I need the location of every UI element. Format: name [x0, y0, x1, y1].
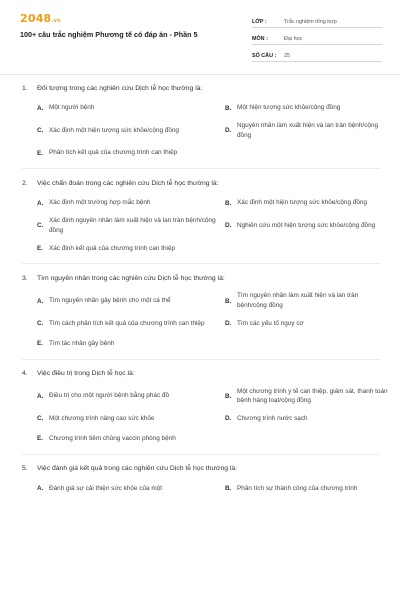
question-number: 5.: [22, 465, 28, 473]
option-b[interactable]: [225, 98, 395, 118]
option-text: Một chương trình nâng cao sức khỏe: [49, 415, 155, 423]
option-letter: A.: [37, 104, 44, 112]
question-5: [22, 459, 380, 499]
option-text: Một chương trình y tế can thiệp, giám sát, thanh toán bệnh hàng loạt/cộng đồng: [237, 387, 388, 405]
option-text: Xác định kết quả của chương trình can thiệp: [49, 244, 176, 252]
option-list: [22, 193, 380, 258]
option-text: Xác định một hiện tượng sức khỏe/cộng đồng: [49, 126, 179, 134]
option-text: Phân tích kết quả của chương trình can thiệp: [49, 149, 178, 157]
option-text: Nghiên cứu một hiện tượng sức khỏe/cộng đồng: [237, 222, 376, 230]
question-divider: [22, 168, 380, 169]
option-text: Đánh giá sự cải thiện sức khỏe của một: [49, 485, 162, 493]
option-text: Phân tích sự thành công của chương trình: [237, 485, 358, 493]
option-d[interactable]: [225, 409, 395, 429]
option-letter: E.: [37, 244, 44, 252]
document-header: [0, 0, 400, 74]
option-letter: C.: [37, 222, 44, 230]
option-text: Tìm nguyên nhân gây bệnh cho một cá thể: [49, 297, 171, 305]
question-divider: [22, 359, 380, 360]
option-a[interactable]: [37, 98, 225, 118]
meta-subject-value: Đại học: [284, 36, 303, 42]
option-letter: D.: [225, 415, 232, 423]
option-b[interactable]: [225, 384, 395, 409]
option-e[interactable]: [37, 143, 225, 163]
option-letter: A.: [37, 199, 44, 207]
option-text: Một người bệnh: [49, 104, 95, 112]
option-text: Tìm các yếu tố nguy cơ: [237, 319, 304, 327]
option-letter: D.: [225, 320, 232, 328]
option-e[interactable]: [37, 429, 225, 449]
option-list: [22, 98, 380, 163]
question-2: [22, 173, 380, 258]
option-text: Xác định một trường hợp mắc bệnh: [49, 199, 151, 207]
option-d[interactable]: [225, 314, 395, 334]
question-text: Việc điều trị trong Dịch tễ học là:: [37, 370, 135, 378]
logo-text: 2048: [20, 12, 52, 25]
meta-count-row: [252, 48, 382, 62]
option-letter: E.: [37, 435, 44, 443]
page-title: 100+ câu trắc nghiệm Phương tế có đáp án - Phần 5: [20, 30, 198, 39]
question-number: 3.: [22, 274, 28, 282]
question-stem: [22, 173, 380, 193]
option-letter: A.: [37, 485, 44, 493]
header-divider: [0, 74, 400, 75]
question-number: 1.: [22, 84, 28, 92]
option-letter: B.: [225, 297, 232, 305]
option-e[interactable]: [37, 334, 225, 354]
option-text: Xác định nguyên nhân làm xuất hiện và lan tràn bệnh/cộng đồng: [49, 217, 216, 234]
option-d[interactable]: [225, 213, 395, 238]
question-list: [0, 78, 400, 499]
option-a[interactable]: [37, 288, 225, 313]
question-stem: [22, 268, 380, 288]
option-a[interactable]: [37, 193, 225, 213]
option-letter: C.: [37, 320, 44, 328]
option-letter: B.: [225, 392, 232, 400]
option-letter: A.: [37, 392, 44, 400]
question-1: [22, 78, 380, 163]
option-c[interactable]: [37, 118, 225, 143]
option-c[interactable]: [37, 213, 225, 238]
question-stem: [22, 459, 380, 479]
meta-count-label: SỐ CÂU :: [252, 53, 277, 59]
option-letter: C.: [37, 415, 44, 423]
question-divider: [22, 263, 380, 264]
option-b[interactable]: [225, 479, 395, 499]
option-text: Điều trị cho một người bệnh bằng phác đồ: [49, 392, 170, 400]
question-text: Việc đánh giá kết quả trong các nghiên cứu Dịch tễ học thường là:: [37, 465, 238, 473]
option-letter: D.: [225, 222, 232, 230]
question-divider: [22, 454, 380, 455]
option-b[interactable]: [225, 193, 395, 213]
option-a[interactable]: [37, 384, 225, 409]
option-c[interactable]: [37, 314, 225, 334]
option-text: Chương trình nước sạch: [237, 415, 308, 423]
option-letter: A.: [37, 297, 44, 305]
question-number: 4.: [22, 370, 28, 378]
question-number: 2.: [22, 179, 28, 187]
meta-class-value: Trắc nghiệm tổng hợp: [284, 19, 337, 25]
option-text: Tìm tác nhân gây bệnh: [49, 339, 115, 347]
option-text: Nguyên nhân làm xuất hiện và lan tràn bệnh/cộng đồng: [237, 122, 379, 139]
meta-count-value: 25: [284, 53, 290, 59]
question-text: Tìm nguyên nhân trong các nghiên cứu Dịch tễ học thường là:: [37, 274, 225, 282]
option-letter: C.: [37, 127, 44, 135]
document-meta: [252, 14, 382, 65]
meta-subject-row: [252, 31, 382, 45]
question-4: [22, 364, 388, 449]
meta-class-row: [252, 14, 382, 28]
question-stem: [22, 78, 380, 98]
option-text: Tìm nguyên nhân làm xuất hiện và lan tràn bệnh/cộng đồng: [237, 292, 359, 310]
meta-class-label: LỚP :: [252, 19, 267, 25]
option-letter: B.: [225, 485, 232, 493]
option-text: Tìm cách phân tích kết quả của chương trình can thiệp: [49, 319, 205, 327]
option-letter: E.: [37, 340, 44, 348]
question-3: [22, 268, 380, 353]
option-letter: B.: [225, 104, 232, 112]
option-text: Một hiện tượng sức khỏe/cộng đồng: [237, 104, 341, 112]
option-list: [22, 288, 380, 353]
option-list: [22, 479, 380, 499]
option-letter: E.: [37, 149, 44, 157]
option-list: [22, 384, 388, 449]
meta-subject-label: MÔN :: [252, 36, 268, 42]
question-stem: [22, 364, 380, 384]
option-letter: D.: [225, 127, 232, 135]
logo-tld: .vn: [51, 18, 61, 24]
question-text: Việc chẩn đoán trong các nghiên cứu Dịch tễ học thường là:: [37, 179, 219, 187]
option-b[interactable]: [225, 288, 395, 313]
option-text: Chương trình tiêm chủng vaccin phòng bệnh: [49, 435, 176, 443]
option-d[interactable]: [225, 118, 395, 143]
option-letter: B.: [225, 199, 232, 207]
option-c[interactable]: [37, 409, 225, 429]
question-text: Đối tượng trong các nghiên cứu Dịch tễ học thường là:: [37, 84, 203, 92]
option-a[interactable]: [37, 479, 225, 499]
option-e[interactable]: [37, 238, 225, 258]
option-text: Xác định một hiện tượng sức khỏe/cộng đồng: [237, 199, 367, 207]
